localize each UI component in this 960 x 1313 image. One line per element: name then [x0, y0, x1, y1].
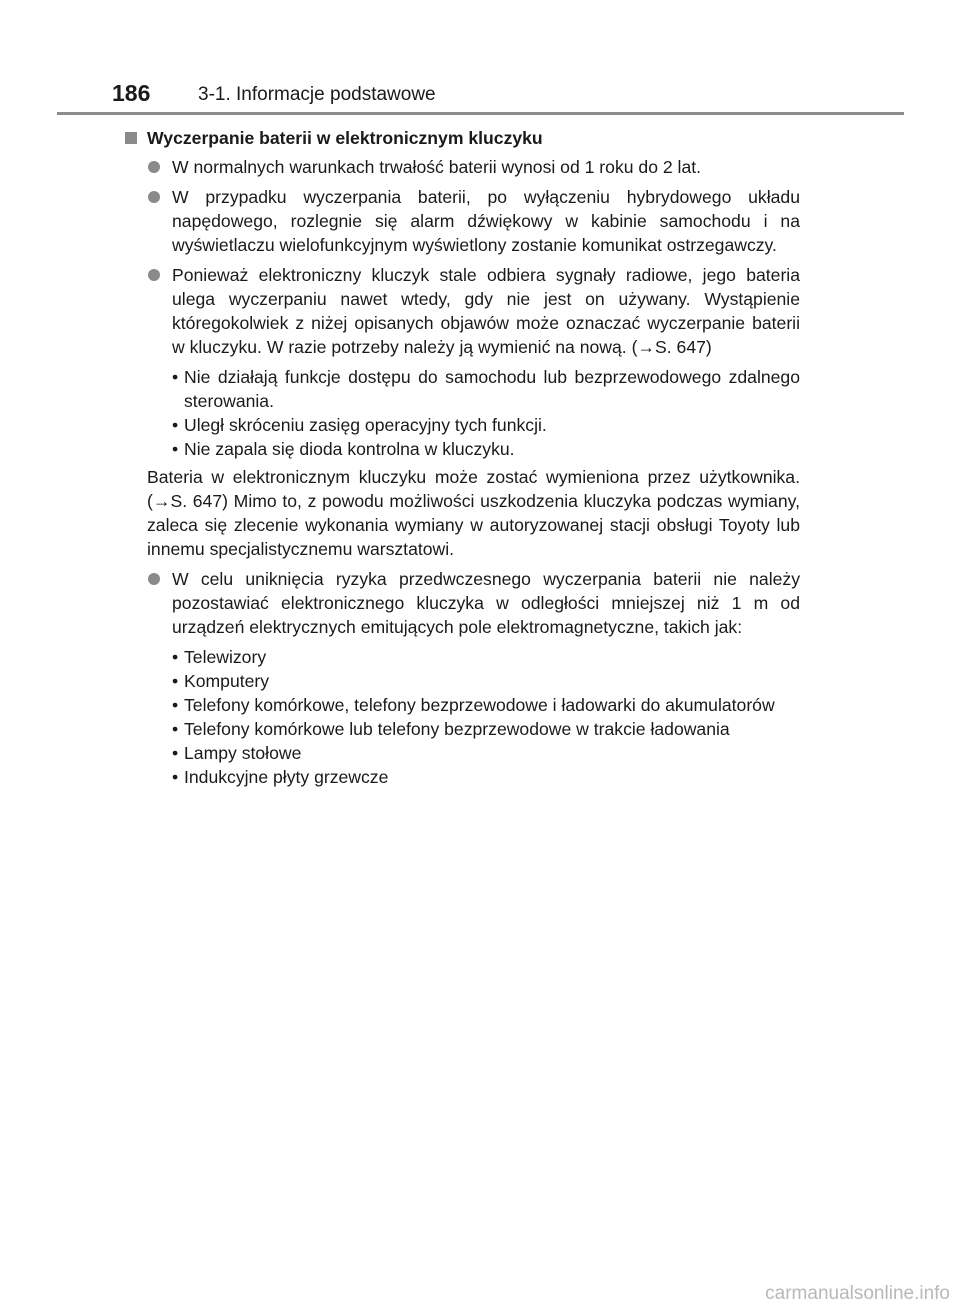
section-heading: [125, 126, 800, 150]
circle-bullet-icon: [148, 269, 160, 281]
sub-bullet-glyph: •: [172, 695, 179, 715]
bullet-text: W przypadku wyczerpania baterii, po wyłączeniu hybrydowego układu napędowego, rozlegnie się alarm dźwiękowy w kabinie samochodu i na wyświetlaczu wielofunkcyjnym wyświetlony zostanie komunikat ostrzegawczy.: [172, 187, 800, 255]
sub-bullet-glyph: •: [172, 367, 179, 387]
sub-bullet-glyph: •: [172, 767, 179, 787]
list-item: [172, 645, 800, 669]
list-item-text: Nie działają funkcje dostępu do samochodu lub bezprzewodowego zdalnego sterowania.: [184, 367, 800, 411]
list-item-text: Telefony komórkowe, telefony bezprzewodowe i ładowarki do akumulatorów: [184, 695, 775, 715]
page-header: [112, 80, 904, 114]
bullet-avoid-devices: [125, 567, 800, 639]
list-item: [172, 693, 800, 717]
list-item-text: Uległ skróceniu zasięg operacyjny tych funkcji.: [184, 415, 547, 435]
page-content: [125, 126, 800, 793]
watermark: carmanualsonline.info: [765, 1283, 950, 1304]
list-item: [172, 365, 800, 413]
bullet-text: W celu uniknięcia ryzyka przedwczesnego wyczerpania baterii nie należy pozostawiać elektronicznego kluczyka w odległości mniejszej niż 1 m od urządzeń elektrycznych emitujących pole elektromagnetyczne, takich jak:: [172, 569, 800, 637]
list-item-text: Telewizory: [184, 647, 267, 667]
bullet-battery-alarm: [125, 185, 800, 257]
bullet-text: W normalnych warunkach trwałość baterii wynosi od 1 roku do 2 lat.: [172, 157, 702, 177]
list-item-text: Telefony komórkowe lub telefony bezprzewodowe w trakcie ładowania: [184, 719, 730, 739]
list-item: [172, 669, 800, 693]
blank-page-area: [0, 800, 960, 1280]
list-item: [172, 413, 800, 437]
symptoms-list: [125, 365, 800, 461]
sub-bullet-glyph: •: [172, 647, 179, 667]
list-item-text: Nie zapala się dioda kontrolna w kluczyku.: [184, 439, 515, 459]
bullet-radio-signals: [125, 263, 800, 359]
list-item-text: Indukcyjne płyty grzewcze: [184, 767, 389, 787]
list-item: [172, 717, 800, 741]
bullet-text: Ponieważ elektroniczny kluczyk stale odbiera sygnały radiowe, jego bateria ulega wyczerpaniu nawet wtedy, gdy nie jest on używany. Wystąpienie któregokolwiek z niżej opisanych objawów może oznaczać wyczerpanie baterii w kluczyku. W razie potrzeby należy ją wymienić na nową. (→S. 647): [172, 265, 800, 357]
list-item-text: Komputery: [184, 671, 270, 691]
sub-bullet-glyph: •: [172, 719, 179, 739]
list-item: [172, 741, 800, 765]
list-item-text: Lampy stołowe: [184, 743, 302, 763]
header-rule: [57, 112, 904, 115]
square-bullet-icon: [125, 132, 137, 144]
replacement-paragraph: Bateria w elektronicznym kluczyku może zostać wymieniona przez użytkownika. (→S. 647) Mimo to, z powodu możliwości uszkodzenia kluczyka podczas wymiany, zaleca się zlecenie wykonania wymiany w autoryzowanej stacji obsługi Toyoty lub innemu specjalistycznemu warsztatowi.: [147, 467, 800, 559]
page-number: 186: [112, 80, 151, 106]
devices-list: [125, 645, 800, 789]
circle-bullet-icon: [148, 191, 160, 203]
section-title: 3-1. Informacje podstawowe: [198, 84, 436, 105]
list-item: [172, 765, 800, 789]
circle-bullet-icon: [148, 161, 160, 173]
bullet-battery-life: [125, 155, 800, 179]
circle-bullet-icon: [148, 573, 160, 585]
sub-bullet-glyph: •: [172, 439, 179, 459]
section-heading-text: Wyczerpanie baterii w elektronicznym kluczyku: [147, 128, 543, 148]
list-item: [172, 437, 800, 461]
sub-bullet-glyph: •: [172, 671, 179, 691]
sub-bullet-glyph: •: [172, 743, 179, 763]
sub-bullet-glyph: •: [172, 415, 179, 435]
